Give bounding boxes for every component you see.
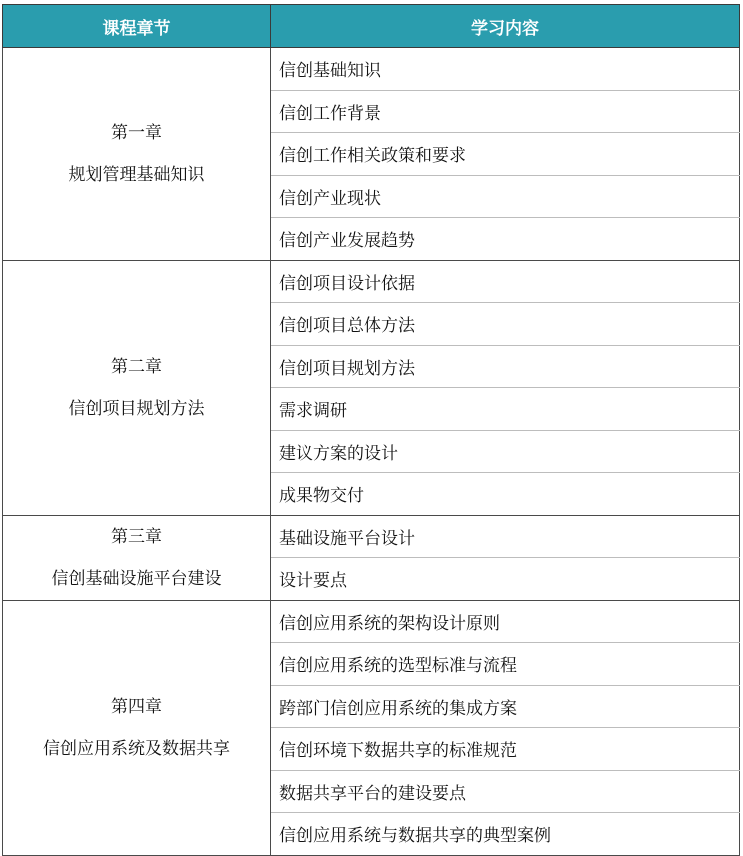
header-content: 学习内容	[271, 5, 740, 48]
topic-cell: 信创项目设计依据	[271, 260, 740, 303]
topic-cell: 信创项目规划方法	[271, 345, 740, 388]
topic-cell: 信创应用系统的架构设计原则	[271, 600, 740, 643]
chapter-number: 第三章	[111, 526, 162, 547]
chapter-title: 信创基础设施平台建设	[51, 568, 222, 589]
chapter-number: 第四章	[111, 696, 162, 717]
table-row	[3, 48, 740, 91]
topic-cell: 信创工作相关政策和要求	[271, 133, 740, 176]
header-chapter: 课程章节	[3, 5, 271, 48]
chapter-cell-3	[3, 515, 271, 600]
topic-cell: 信创产业现状	[271, 175, 740, 218]
topic-cell: 设计要点	[271, 558, 740, 601]
topic-cell: 信创工作背景	[271, 90, 740, 133]
topic-cell: 信创项目总体方法	[271, 303, 740, 346]
topic-cell: 数据共享平台的建设要点	[271, 770, 740, 813]
chapter-number: 第二章	[111, 356, 162, 377]
chapter-number: 第一章	[111, 122, 162, 143]
chapter-title: 信创项目规划方法	[68, 398, 205, 419]
topic-cell: 信创环境下数据共享的标准规范	[271, 728, 740, 771]
chapter-title: 规划管理基础知识	[68, 164, 205, 185]
table-row	[3, 260, 740, 303]
course-table	[2, 4, 740, 856]
topic-cell: 信创产业发展趋势	[271, 218, 740, 261]
topic-cell: 建议方案的设计	[271, 430, 740, 473]
chapter-cell-2	[3, 260, 271, 515]
chapter-cell-4	[3, 600, 271, 855]
topic-cell: 信创应用系统的选型标准与流程	[271, 643, 740, 686]
topic-cell: 需求调研	[271, 388, 740, 431]
header-row	[3, 5, 740, 48]
chapter-cell-1	[3, 48, 271, 261]
table-row	[3, 600, 740, 643]
chapter-title: 信创应用系统及数据共享	[43, 738, 230, 759]
topic-cell: 信创基础知识	[271, 48, 740, 91]
table-row	[3, 515, 740, 558]
topic-cell: 成果物交付	[271, 473, 740, 516]
topic-cell: 跨部门信创应用系统的集成方案	[271, 685, 740, 728]
topic-cell: 信创应用系统与数据共享的典型案例	[271, 813, 740, 856]
topic-cell: 基础设施平台设计	[271, 515, 740, 558]
